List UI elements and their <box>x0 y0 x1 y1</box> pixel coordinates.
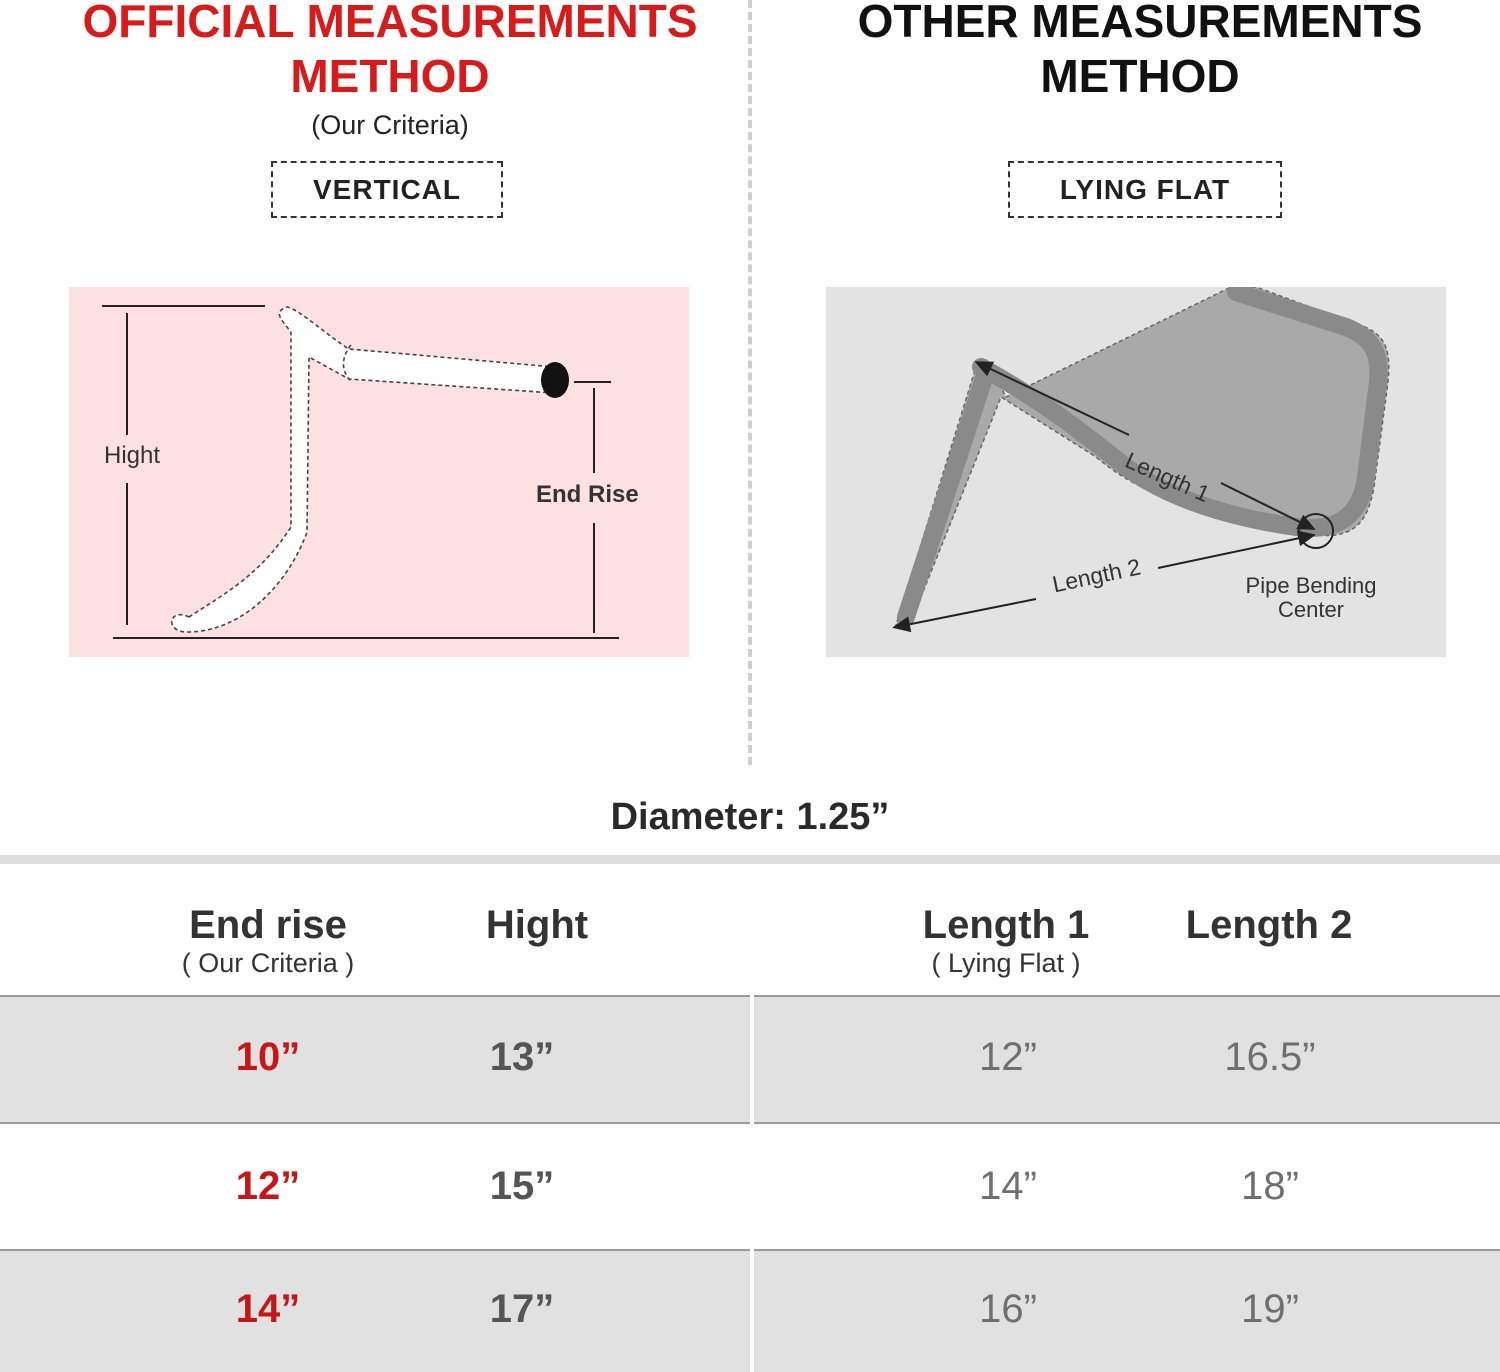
vertical-measurement-diagram <box>69 287 689 657</box>
height-cell: 17” <box>489 1287 555 1331</box>
length-1-cell: 12” <box>979 1035 1037 1079</box>
official-method-title: OFFICIAL MEASUREMENTS METHOD <box>82 0 698 102</box>
lying-flat-measurement-diagram <box>826 287 1446 657</box>
end-rise-cell: 10” <box>235 1035 301 1079</box>
end-rise-cell: 14” <box>235 1287 301 1331</box>
length-2-cell: 19” <box>1241 1287 1299 1331</box>
header-end-rise-sub: ( Our Criteria ) <box>181 948 355 978</box>
end-rise-label: End Rise <box>536 481 639 508</box>
pipe-bending-center-label: Pipe Bending Center <box>1245 573 1377 622</box>
height-cell: 13” <box>489 1035 555 1079</box>
vertical-method-tag: VERTICAL <box>271 161 503 218</box>
header-height-title: Hight <box>485 903 589 947</box>
header-length-2 <box>1139 903 1399 947</box>
header-length-1 <box>876 903 1136 979</box>
our-criteria-subtitle: (Our Criteria) <box>311 110 469 140</box>
lying-flat-method-tag: LYING FLAT <box>1008 161 1282 218</box>
header-length-1-title: Length 1 <box>922 903 1090 947</box>
table-rule <box>0 1122 750 1124</box>
table-rule <box>754 1249 1500 1251</box>
grip-end <box>541 362 569 398</box>
section-divider <box>748 0 752 765</box>
table-rule <box>754 1122 1500 1124</box>
length-1-cell: 14” <box>979 1164 1037 1208</box>
header-height <box>407 903 667 947</box>
table-rule <box>0 1249 750 1251</box>
length-2-cell: 16.5” <box>1224 1035 1316 1079</box>
header-length-2-title: Length 2 <box>1185 903 1353 947</box>
table-rule <box>754 995 1500 997</box>
header-end-rise-title: End rise <box>189 903 347 947</box>
handlebar-vertical-illustration <box>69 287 689 657</box>
length-2-cell: 18” <box>1241 1164 1299 1208</box>
table-column-divider <box>750 995 754 1372</box>
table-top-band <box>0 855 1500 864</box>
header-end-rise <box>138 903 398 979</box>
length-1-cell: 16” <box>979 1287 1037 1331</box>
table-rule <box>0 995 750 997</box>
height-cell: 15” <box>489 1164 555 1208</box>
handlebar-shape <box>172 307 554 632</box>
other-method-title: OTHER MEASUREMENTS METHOD <box>857 0 1423 102</box>
length-2-label: Length 2 <box>1050 553 1143 598</box>
diameter-label: Diameter: 1.25” <box>610 796 890 838</box>
header-length-1-sub: ( Lying Flat ) <box>931 948 1081 978</box>
end-rise-cell: 12” <box>235 1164 301 1208</box>
length-1-label: Length 1 <box>1121 447 1214 508</box>
height-label: Hight <box>104 442 161 469</box>
